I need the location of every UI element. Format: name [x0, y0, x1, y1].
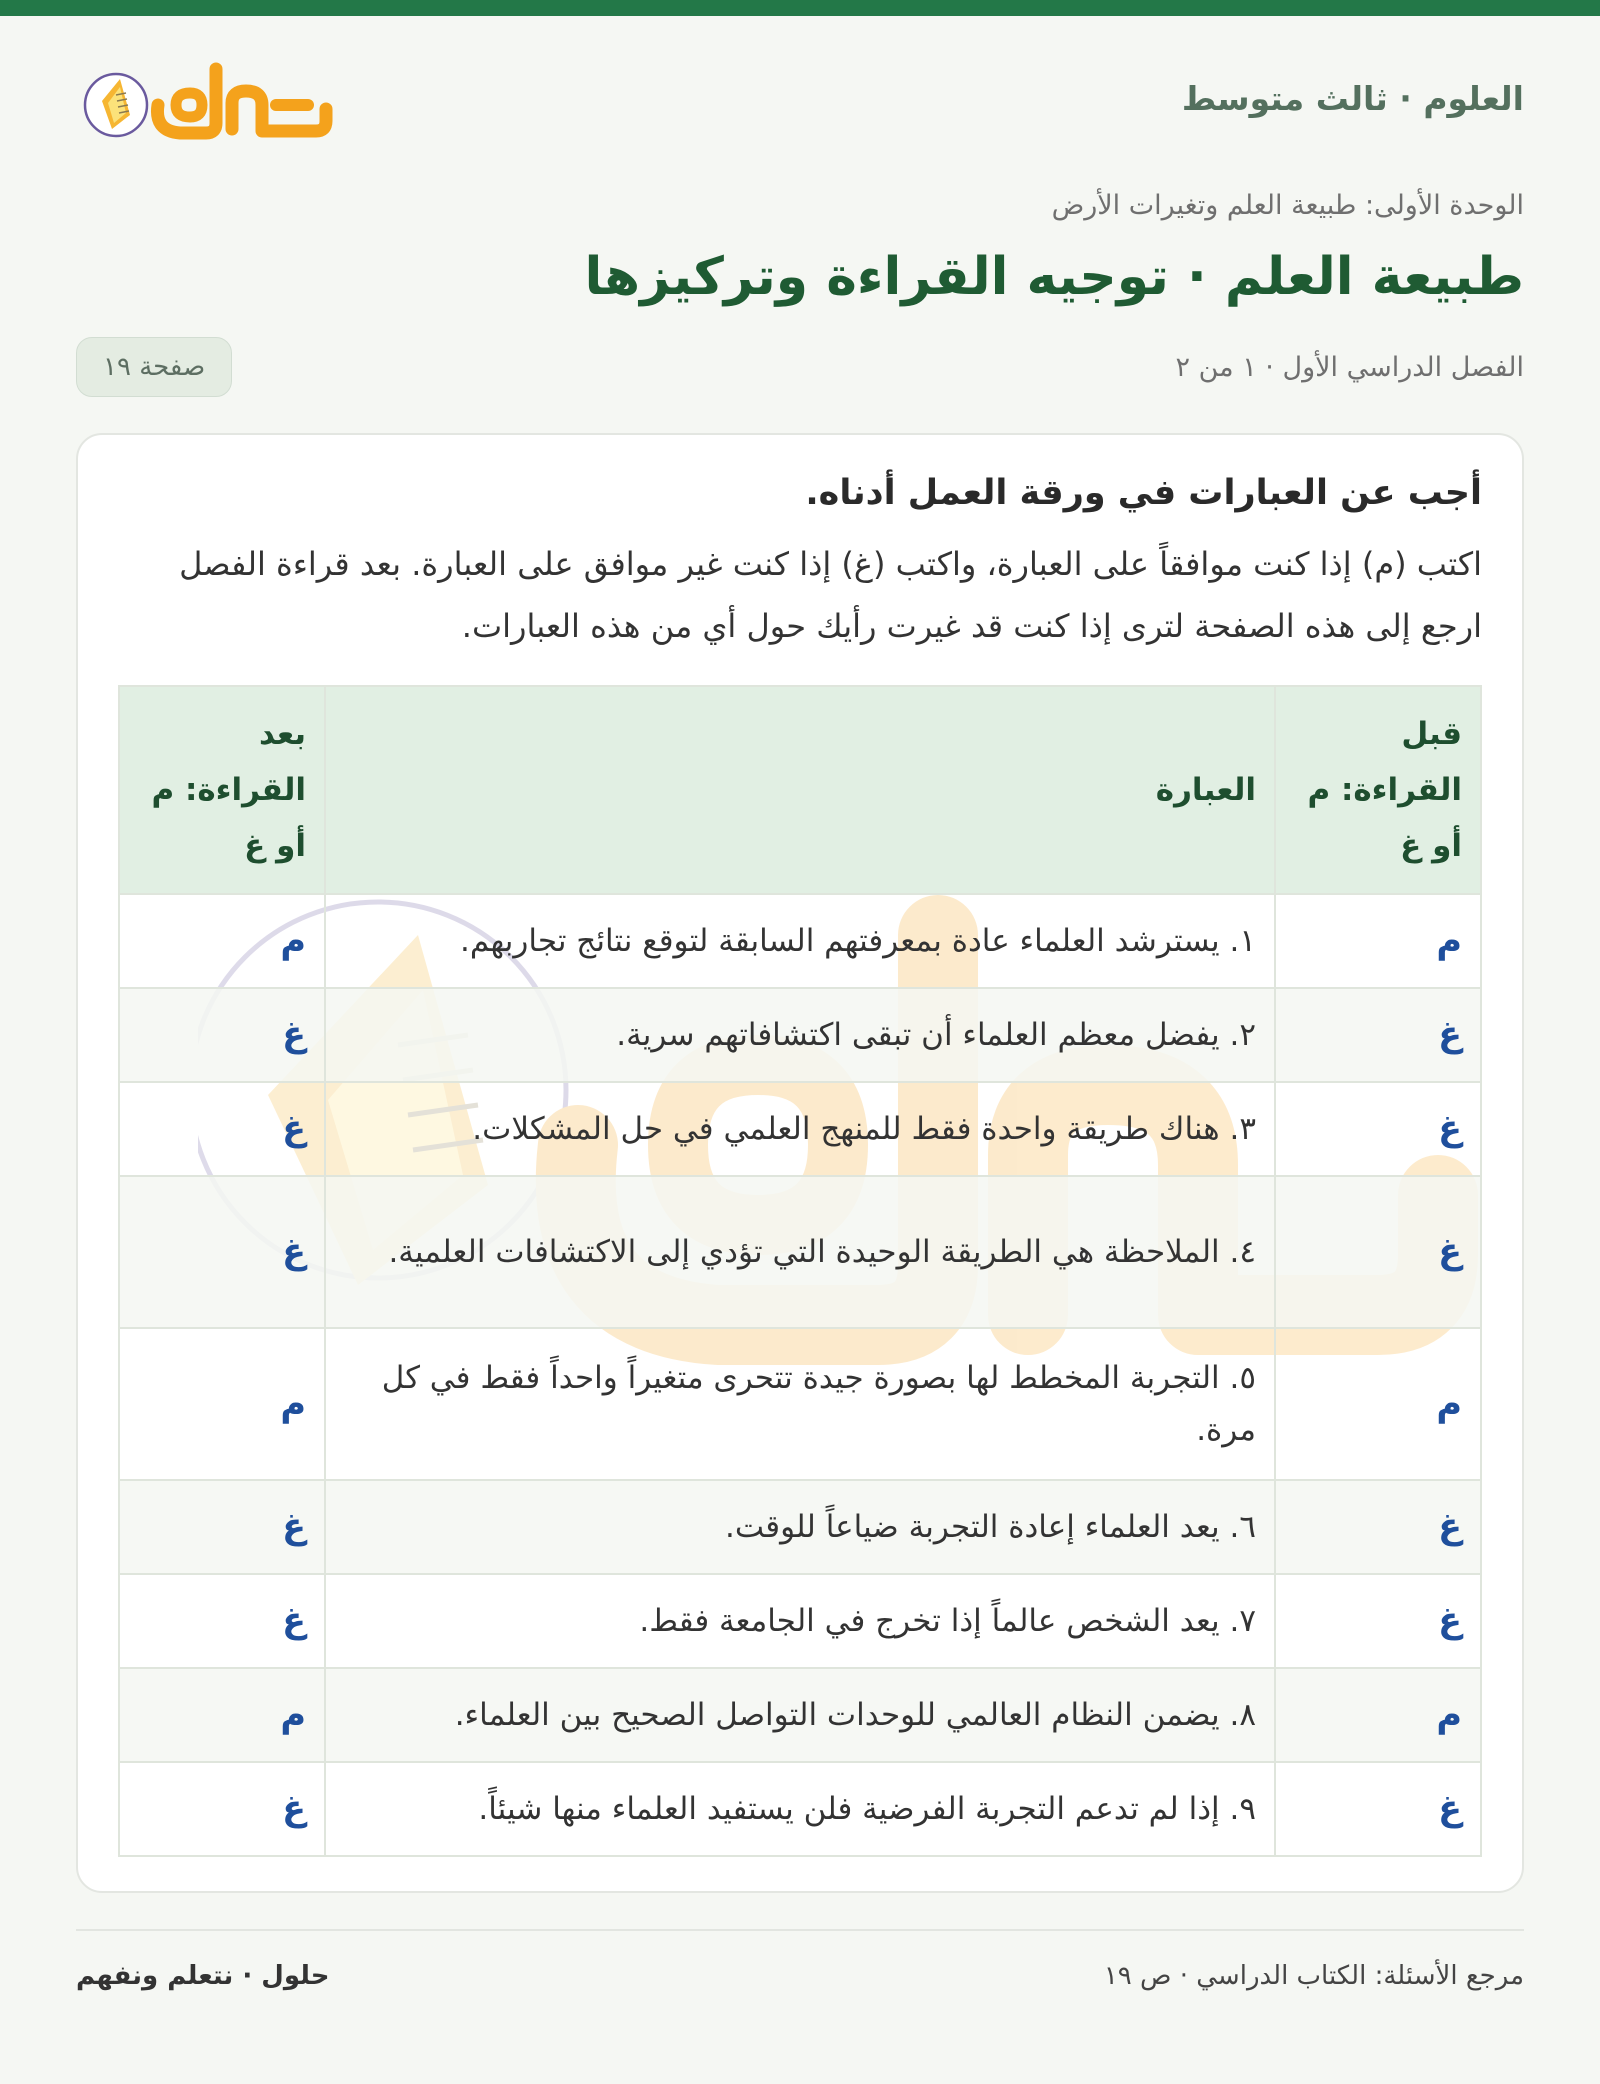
statement-text: ٢. يفضل معظم العلماء أن تبقى اكتشافاتهم سرية.: [325, 988, 1275, 1082]
instructions-body: اكتب (م) إذا كنت موافقاً على العبارة، واكتب (غ) إذا كنت غير موافق على العبارة. بعد قراءة الفصل ارجع إلى هذه الصفحة لترى إذا كنت قد غيرت رأيك حول أي من هذه العبارات.: [179, 545, 1482, 645]
meta-row: [76, 337, 1524, 397]
table-row: [119, 1762, 1481, 1856]
table-header-row: [119, 686, 1481, 894]
statement-text: ٨. يضمن النظام العالمي للوحدات التواصل الصحيح بين العلماء.: [325, 1668, 1275, 1762]
after-answer[interactable]: غ: [119, 1762, 325, 1856]
table-row: [119, 1328, 1481, 1480]
statement-text: ٧. يعد الشخص عالماً إذا تخرج في الجامعة فقط.: [325, 1574, 1275, 1668]
statement-text: ٩. إذا لم تدعم التجربة الفرضية فلن يستفيد العلماء منها شيئاً.: [325, 1762, 1275, 1856]
semester-label: الفصل الدراسي الأول · ١ من ٢: [1175, 351, 1524, 383]
statement-text: ٣. هناك طريقة واحدة فقط للمنهج العلمي في حل المشكلات.: [325, 1082, 1275, 1176]
page: [0, 16, 1600, 2084]
worksheet-card: [76, 433, 1524, 1893]
before-answer[interactable]: م: [1275, 894, 1481, 988]
footer-divider: [76, 1929, 1524, 1931]
after-answer[interactable]: م: [119, 1668, 325, 1762]
unit-label: الوحدة الأولى: طبيعة العلم وتغيرات الأرض: [1051, 190, 1524, 221]
before-answer[interactable]: غ: [1275, 1762, 1481, 1856]
after-answer[interactable]: م: [119, 1328, 325, 1480]
after-answer[interactable]: غ: [119, 1480, 325, 1574]
before-answer[interactable]: غ: [1275, 988, 1481, 1082]
page-title: طبيعة العلم · توجيه القراءة وتركيزها: [584, 247, 1524, 307]
table-row: [119, 988, 1481, 1082]
after-answer[interactable]: غ: [119, 988, 325, 1082]
page-footer: [76, 1961, 1524, 1991]
header-after-reading: بعد القراءة: م أو غ: [119, 686, 325, 894]
before-answer[interactable]: م: [1275, 1328, 1481, 1480]
before-answer[interactable]: غ: [1275, 1176, 1481, 1328]
statement-text: ٤. الملاحظة هي الطريقة الوحيدة التي تؤدي إلى الاكتشافات العلمية.: [325, 1176, 1275, 1328]
before-answer[interactable]: غ: [1275, 1480, 1481, 1574]
page-number-badge: صفحة ١٩: [76, 337, 232, 397]
page-header: [76, 16, 1524, 180]
hulul-logo-mark: [76, 43, 336, 153]
table-row: [119, 1480, 1481, 1574]
top-accent-bar: [0, 0, 1600, 16]
after-answer[interactable]: غ: [119, 1176, 325, 1328]
after-answer[interactable]: م: [119, 894, 325, 988]
statement-text: ١. يسترشد العلماء عادة بمعرفتهم السابقة لتوقع نتائج تجاربهم.: [325, 894, 1275, 988]
instructions-heading: أجب عن العبارات في ورقة العمل أدناه.: [805, 473, 1482, 513]
table-row: [119, 1668, 1481, 1762]
hulul-logo[interactable]: [76, 43, 336, 153]
after-answer[interactable]: غ: [119, 1574, 325, 1668]
before-answer[interactable]: غ: [1275, 1082, 1481, 1176]
anticipation-guide-table: [118, 685, 1482, 1857]
before-answer[interactable]: م: [1275, 1668, 1481, 1762]
statement-text: ٥. التجربة المخطط لها بصورة جيدة تتحرى متغيراً واحداً فقط في كل مرة.: [325, 1328, 1275, 1480]
worksheet-content: [118, 473, 1482, 1857]
subject-grade-label: العلوم · ثالث متوسط: [1181, 78, 1524, 118]
table-row: [119, 1574, 1481, 1668]
header-before-reading: قبل القراءة: م أو غ: [1275, 686, 1481, 894]
brand-tagline[interactable]: حلول · نتعلم ونفهم: [76, 1961, 330, 1991]
table-row: [119, 1176, 1481, 1328]
header-statement: العبارة: [325, 686, 1275, 894]
after-answer[interactable]: غ: [119, 1082, 325, 1176]
before-answer[interactable]: غ: [1275, 1574, 1481, 1668]
table-row: [119, 894, 1481, 988]
table-row: [119, 1082, 1481, 1176]
questions-reference: مرجع الأسئلة: الكتاب الدراسي · ص ١٩: [1103, 1961, 1524, 1991]
statement-text: ٦. يعد العلماء إعادة التجربة ضياعاً للوقت.: [325, 1480, 1275, 1574]
